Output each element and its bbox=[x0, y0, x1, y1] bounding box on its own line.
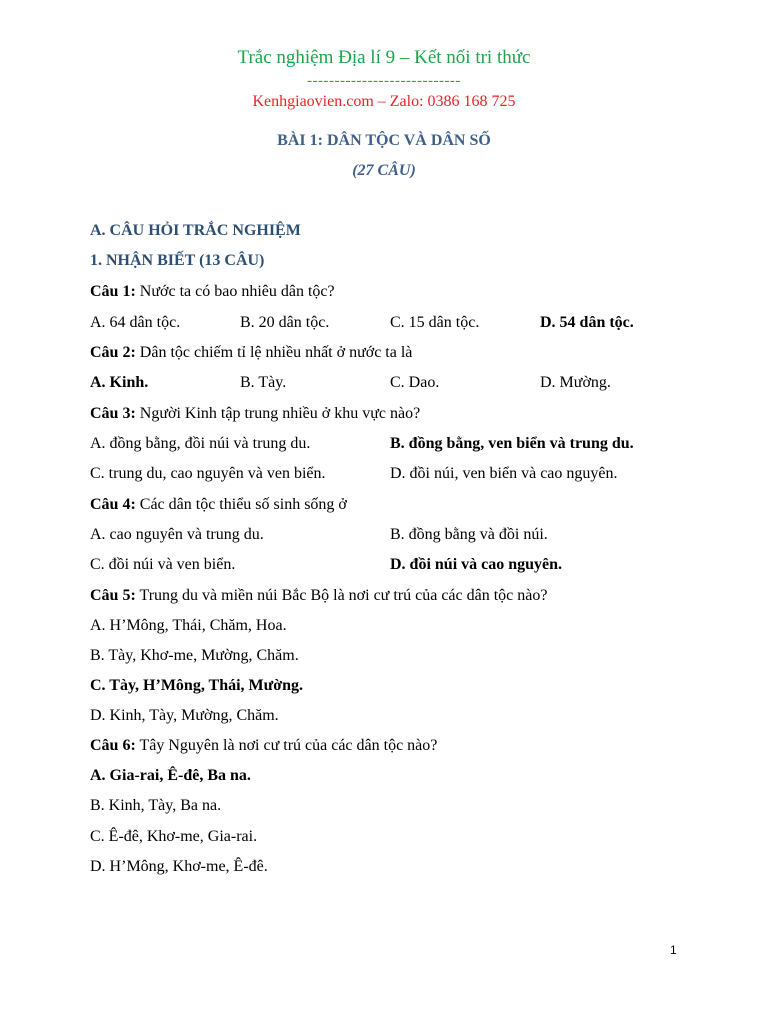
question-text: Trung du và miền núi Bắc Bộ là nơi cư trú của các dân tộc nào? bbox=[135, 587, 548, 604]
q1-option-d: D. 54 dân tộc. bbox=[540, 314, 634, 331]
document-title: Trắc nghiệm Địa lí 9 – Kết nối tri thức bbox=[237, 47, 531, 68]
title-divider: ---------------------------- bbox=[307, 73, 461, 89]
q1-option-c: C. 15 dân tộc. bbox=[390, 314, 480, 331]
question-label: Câu 3: bbox=[90, 405, 136, 422]
question-5 bbox=[90, 586, 547, 606]
question-2 bbox=[90, 343, 412, 363]
site-contact: Kenhgiaovien.com – Zalo: 0386 168 725 bbox=[252, 93, 516, 110]
question-text: Dân tộc chiếm tỉ lệ nhiều nhất ở nước ta là bbox=[135, 344, 413, 361]
q1-option-a: A. 64 dân tộc. bbox=[90, 314, 181, 331]
question-4 bbox=[90, 495, 347, 515]
q4-option-d: D. đồi núi và cao nguyên. bbox=[390, 556, 563, 573]
question-text: Tây Nguyên là nơi cư trú của các dân tộc nào? bbox=[135, 737, 438, 754]
q3-option-a: A. đồng bằng, đồi núi và trung du. bbox=[90, 435, 311, 452]
q2-option-b: B. Tày. bbox=[240, 374, 287, 391]
q3-option-d: D. đồi núi, ven biển và cao nguyên. bbox=[390, 465, 618, 482]
q6-option-c: C. Ê-đê, Khơ-me, Gia-rai. bbox=[90, 828, 258, 845]
q5-option-c: C. Tày, H’Mông, Thái, Mường. bbox=[90, 677, 304, 694]
subsection-heading: 1. NHẬN BIẾT (13 CÂU) bbox=[90, 252, 265, 269]
question-6 bbox=[90, 736, 437, 756]
q6-option-a: A. Gia-rai, Ê-đê, Ba na. bbox=[90, 767, 251, 784]
question-text: Nước ta có bao nhiêu dân tộc? bbox=[135, 283, 335, 300]
section-heading: A. CÂU HỎI TRẮC NGHIỆM bbox=[90, 222, 301, 239]
q2-option-c: C. Dao. bbox=[390, 374, 440, 391]
question-label: Câu 4: bbox=[90, 496, 136, 513]
q3-option-b: B. đồng bằng, ven biển và trung du. bbox=[390, 435, 634, 452]
question-label: Câu 1: bbox=[90, 283, 136, 300]
q4-option-c: C. đồi núi và ven biển. bbox=[90, 556, 236, 573]
question-3 bbox=[90, 404, 420, 424]
question-label: Câu 5: bbox=[90, 587, 136, 604]
question-1 bbox=[90, 282, 335, 302]
question-label: Câu 2: bbox=[90, 344, 136, 361]
question-text: Người Kinh tập trung nhiều ở khu vực nào? bbox=[135, 405, 421, 422]
lesson-title: BÀI 1: DÂN TỘC VÀ DÂN SỐ bbox=[277, 132, 491, 149]
q3-option-c: C. trung du, cao nguyên và ven biển. bbox=[90, 465, 326, 482]
q4-option-a: A. cao nguyên và trung du. bbox=[90, 526, 264, 543]
question-label: Câu 6: bbox=[90, 737, 136, 754]
q2-option-a: A. Kinh. bbox=[90, 374, 149, 391]
q1-option-b: B. 20 dân tộc. bbox=[240, 314, 330, 331]
q6-option-b: B. Kinh, Tày, Ba na. bbox=[90, 797, 222, 814]
q5-option-b: B. Tày, Khơ-me, Mường, Chăm. bbox=[90, 647, 299, 664]
q5-option-a: A. H’Mông, Thái, Chăm, Hoa. bbox=[90, 617, 287, 634]
page-number: 1 bbox=[670, 943, 677, 957]
q4-option-b: B. đồng bằng và đồi núi. bbox=[390, 526, 548, 543]
question-count: (27 CÂU) bbox=[352, 162, 416, 179]
q6-option-d: D. H’Mông, Khơ-me, Ê-đê. bbox=[90, 858, 268, 875]
q5-option-d: D. Kinh, Tày, Mường, Chăm. bbox=[90, 707, 279, 724]
q2-option-d: D. Mường. bbox=[540, 374, 611, 391]
question-text: Các dân tộc thiểu số sinh sống ở bbox=[135, 496, 347, 513]
